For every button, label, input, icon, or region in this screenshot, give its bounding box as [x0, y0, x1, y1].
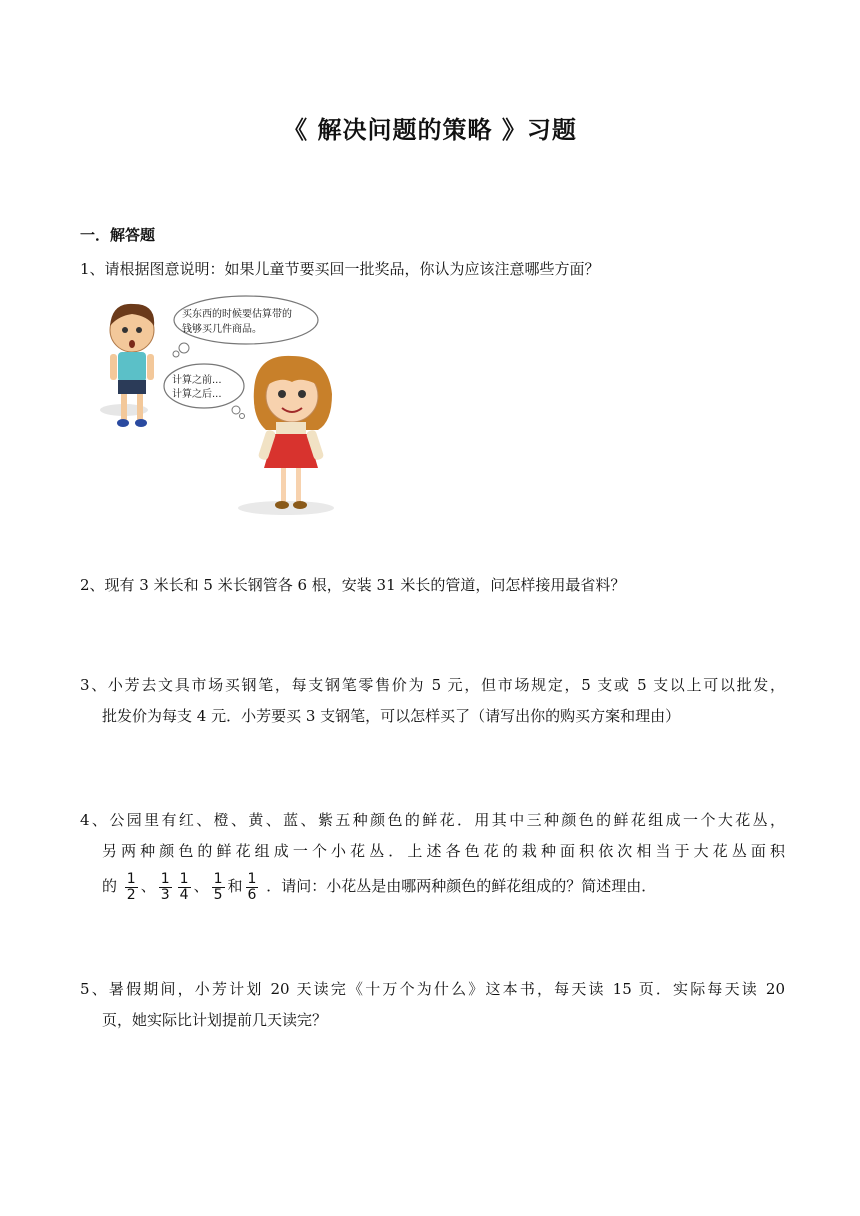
page-title: 《 解决问题的策略 》习题 [283, 116, 577, 144]
question-2-text: 2、现有 3 米长和 5 米长钢管各 6 根，安装 31 米长的管道，问怎样接用最省料？ [80, 576, 626, 594]
fraction-separator: 、 [193, 877, 209, 895]
bubble-1-line-2: 钱够买几件商品。 [182, 324, 262, 335]
fraction-1-6: $\frac{1}{6}$ [247, 870, 257, 903]
section-heading: 一．解答题 [80, 226, 156, 244]
fraction-1-3: $\frac{1}{3}$ [160, 870, 170, 903]
question-3-line-2: 批发价为每支 4 元．小芳要买 3 支钢笔，可以怎样买了（请写出你的购买方案和理由） [102, 707, 681, 725]
question-4-line-1: 4、公园里有红、橙、黄、蓝、紫五种颜色的鲜花．用其中三种颜色的鲜花组成一个大花丛， [80, 811, 785, 829]
question-4-line-2: 另两种颜色的鲜花组成一个小花丛．上述各色花的栽种面积依次相当于大花丛面积 [102, 842, 785, 860]
fraction-1-5: $\frac{1}{5}$ [213, 870, 223, 903]
question-4 [80, 805, 785, 903]
question-3-line-1: 3、小芳去文具市场买钢笔，每支钢笔零售价为 5 元，但市场规定，5 支或 5 支以上可以批发， [80, 676, 785, 694]
fraction-1-2: $\frac{1}{2}$ [126, 870, 136, 903]
question-1-text: 1、请根据图意说明：如果儿童节要买回一批奖品，你认为应该注意哪些方面？ [80, 260, 600, 278]
thought-bubble-2 [164, 364, 245, 419]
question-4-suffix: ．请问：小花丛是由哪两种颜色的鲜花组成的？简述理由． [266, 877, 657, 895]
question-5 [80, 974, 785, 1036]
question-3 [80, 670, 785, 732]
question-5-line-1: 5、暑假期间，小芳计划 20 天读完《十万个为什么》这本书，每天读 15 页．实际每天读 20 [80, 980, 785, 998]
fraction-connector: 和 [227, 877, 243, 895]
question-2 [80, 570, 785, 601]
bubble-1-line-1: 买东西的时候要估算带的 [182, 309, 292, 320]
fraction-separator: 、 [140, 877, 156, 895]
question-4-line-3 [80, 871, 785, 903]
thought-bubble-1 [173, 296, 318, 357]
question-1 [80, 254, 785, 285]
fraction-1-4: $\frac{1}{4}$ [179, 870, 189, 903]
question-4-prefix: 的 [102, 877, 118, 895]
girl-figure [254, 356, 332, 509]
bubble-2-line-1: 计算之前... [172, 375, 222, 386]
bubble-2-line-2: 计算之后... [172, 389, 222, 400]
children-illustration [96, 290, 346, 522]
question-5-line-2: 页，她实际比计划提前几天读完？ [102, 1011, 328, 1029]
